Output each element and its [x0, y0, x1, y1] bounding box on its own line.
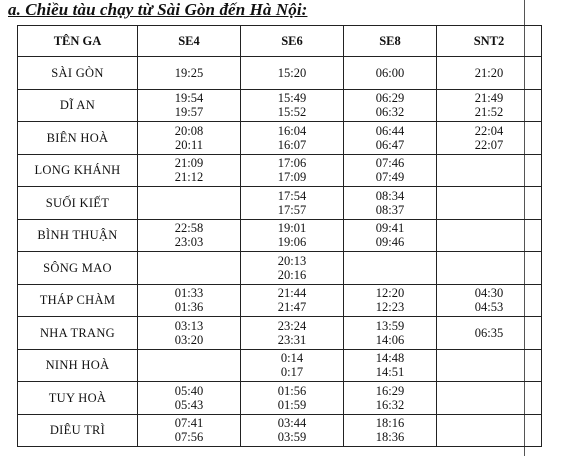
arrival-time: 23:24 — [277, 318, 307, 333]
time-cell-se6 — [241, 57, 344, 90]
arrival-time: 06:00 — [375, 65, 405, 80]
table-row — [18, 317, 542, 350]
arrival-time: 06:35 — [474, 325, 504, 340]
arrival-time: 08:34 — [375, 188, 405, 203]
departure-time: 05:43 — [174, 397, 204, 412]
header-se8: SE8 — [344, 26, 437, 57]
time-cell-se4 — [138, 317, 241, 350]
time-cell-se6 — [241, 187, 344, 220]
time-cell-se8 — [344, 382, 437, 415]
header-se6: SE6 — [241, 26, 344, 57]
time-cell-se4 — [138, 122, 241, 155]
arrival-time: 06:44 — [375, 123, 405, 138]
time-cell-snt2 — [437, 414, 542, 447]
time-cell-snt2 — [437, 284, 542, 317]
station-name: DIÊU TRÌ — [18, 414, 138, 447]
table-row — [18, 57, 542, 90]
departure-time: 09:46 — [375, 235, 405, 250]
table-body — [18, 57, 542, 447]
arrival-time: 21:09 — [174, 156, 204, 171]
station-name: LONG KHÁNH — [18, 154, 138, 187]
arrival-time: 07:41 — [174, 416, 204, 431]
arrival-time: 04:30 — [474, 286, 504, 301]
table-row — [18, 154, 542, 187]
time-cell-se8 — [344, 154, 437, 187]
header-se4: SE4 — [138, 26, 241, 57]
arrival-time: 16:29 — [375, 383, 405, 398]
departure-time: 06:47 — [375, 137, 405, 152]
arrival-time: 13:59 — [375, 318, 405, 333]
departure-time: 06:32 — [375, 105, 405, 120]
departure-time: 14:06 — [375, 332, 405, 347]
departure-time: 03:20 — [174, 332, 204, 347]
time-cell-snt2 — [437, 349, 542, 382]
time-cell-se4 — [138, 219, 241, 252]
departure-time: 19:06 — [277, 235, 307, 250]
arrival-time: 19:01 — [277, 221, 307, 236]
time-cell-snt2 — [437, 382, 542, 415]
departure-time: 16:32 — [375, 397, 405, 412]
time-cell-se6 — [241, 284, 344, 317]
arrival-time: 06:29 — [375, 91, 405, 106]
departure-time: 18:36 — [375, 430, 405, 445]
time-cell-snt2 — [437, 317, 542, 350]
time-cell-se6 — [241, 414, 344, 447]
arrival-time: 20:08 — [174, 123, 204, 138]
time-cell-se8 — [344, 252, 437, 285]
page-title: a. Chiều tàu chạy từ Sài Gòn đến Hà Nội: — [8, 0, 308, 19]
time-cell-se6 — [241, 219, 344, 252]
departure-time: 23:31 — [277, 332, 307, 347]
time-cell-snt2 — [437, 187, 542, 220]
time-cell-se8 — [344, 317, 437, 350]
time-cell-snt2 — [437, 122, 542, 155]
arrival-time: 01:33 — [174, 286, 204, 301]
departure-time: 21:47 — [277, 300, 307, 315]
arrival-time: 14:48 — [375, 351, 405, 366]
station-name: SÀI GÒN — [18, 57, 138, 90]
time-cell-se8 — [344, 284, 437, 317]
time-cell-se4 — [138, 252, 241, 285]
arrival-time: 07:46 — [375, 156, 405, 171]
departure-time: 19:57 — [174, 105, 204, 120]
time-cell-se6 — [241, 89, 344, 122]
departure-time: 22:07 — [474, 137, 504, 152]
station-name: NHA TRANG — [18, 317, 138, 350]
departure-time: 17:57 — [277, 202, 307, 217]
departure-time: 14:51 — [375, 365, 405, 380]
header-station: TÊN GA — [18, 26, 138, 57]
station-name: SÔNG MAO — [18, 252, 138, 285]
time-cell-se8 — [344, 122, 437, 155]
time-cell-se4 — [138, 284, 241, 317]
time-cell-se6 — [241, 154, 344, 187]
departure-time: 03:59 — [277, 430, 307, 445]
departure-time: 07:49 — [375, 170, 405, 185]
departure-time: 01:36 — [174, 300, 204, 315]
time-cell-se8 — [344, 219, 437, 252]
time-cell-se8 — [344, 414, 437, 447]
departure-time: 0:17 — [280, 365, 304, 380]
time-cell-se8 — [344, 187, 437, 220]
table-header-row — [18, 26, 542, 57]
arrival-time: 22:04 — [474, 123, 504, 138]
time-cell-se6 — [241, 317, 344, 350]
station-name: BIÊN HOÀ — [18, 122, 138, 155]
time-cell-se6 — [241, 349, 344, 382]
arrival-time: 15:20 — [277, 65, 307, 80]
arrival-time: 18:16 — [375, 416, 405, 431]
departure-time: 21:12 — [174, 170, 204, 185]
table-row — [18, 89, 542, 122]
time-cell-se6 — [241, 382, 344, 415]
departure-time: 17:09 — [277, 170, 307, 185]
departure-time: 15:52 — [277, 105, 307, 120]
table-row — [18, 349, 542, 382]
departure-time: 20:11 — [174, 137, 203, 152]
train-timetable — [17, 25, 542, 447]
arrival-time: 17:54 — [277, 188, 307, 203]
station-name: TUY HOÀ — [18, 382, 138, 415]
table-row — [18, 382, 542, 415]
table-row — [18, 252, 542, 285]
table-row — [18, 219, 542, 252]
arrival-time: 20:13 — [277, 253, 307, 268]
time-cell-se6 — [241, 122, 344, 155]
time-cell-se8 — [344, 349, 437, 382]
time-cell-se4 — [138, 414, 241, 447]
header-snt2: SNT2 — [437, 26, 542, 57]
arrival-time: 16:04 — [277, 123, 307, 138]
table-row — [18, 187, 542, 220]
station-name: BÌNH THUẬN — [18, 219, 138, 252]
arrival-time: 19:54 — [174, 91, 204, 106]
arrival-time: 21:44 — [277, 286, 307, 301]
arrival-time: 03:44 — [277, 416, 307, 431]
departure-time: 07:56 — [174, 430, 204, 445]
arrival-time: 17:06 — [277, 156, 307, 171]
station-name: THÁP CHÀM — [18, 284, 138, 317]
time-cell-snt2 — [437, 89, 542, 122]
time-cell-snt2 — [437, 252, 542, 285]
station-name: SUỐI KIẾT — [18, 187, 138, 220]
time-cell-se4 — [138, 154, 241, 187]
time-cell-snt2 — [437, 219, 542, 252]
arrival-time: 21:20 — [474, 65, 504, 80]
departure-time: 21:52 — [474, 105, 504, 120]
time-cell-se4 — [138, 89, 241, 122]
departure-time: 16:07 — [277, 137, 307, 152]
arrival-time: 05:40 — [174, 383, 204, 398]
arrival-time: 01:56 — [277, 383, 307, 398]
arrival-time: 19:25 — [174, 65, 204, 80]
time-cell-snt2 — [437, 57, 542, 90]
arrival-time: 03:13 — [174, 318, 204, 333]
arrival-time: 0:14 — [280, 351, 304, 366]
time-cell-se8 — [344, 89, 437, 122]
departure-time: 08:37 — [375, 202, 405, 217]
arrival-time: 22:58 — [174, 221, 204, 236]
station-name: DĨ AN — [18, 89, 138, 122]
time-cell-se6 — [241, 252, 344, 285]
table-row — [18, 284, 542, 317]
time-cell-se4 — [138, 349, 241, 382]
departure-time: 23:03 — [174, 235, 204, 250]
departure-time: 04:53 — [474, 300, 504, 315]
time-cell-snt2 — [437, 154, 542, 187]
time-cell-se4 — [138, 382, 241, 415]
arrival-time: 15:49 — [277, 91, 307, 106]
arrival-time: 09:41 — [375, 221, 405, 236]
departure-time: 12:23 — [375, 300, 405, 315]
time-cell-se8 — [344, 57, 437, 90]
time-cell-se4 — [138, 57, 241, 90]
arrival-time: 21:49 — [474, 91, 504, 106]
time-cell-se4 — [138, 187, 241, 220]
departure-time: 20:16 — [277, 267, 307, 282]
table-row — [18, 414, 542, 447]
departure-time: 01:59 — [277, 397, 307, 412]
station-name: NINH HOÀ — [18, 349, 138, 382]
table-row — [18, 122, 542, 155]
arrival-time: 12:20 — [375, 286, 405, 301]
